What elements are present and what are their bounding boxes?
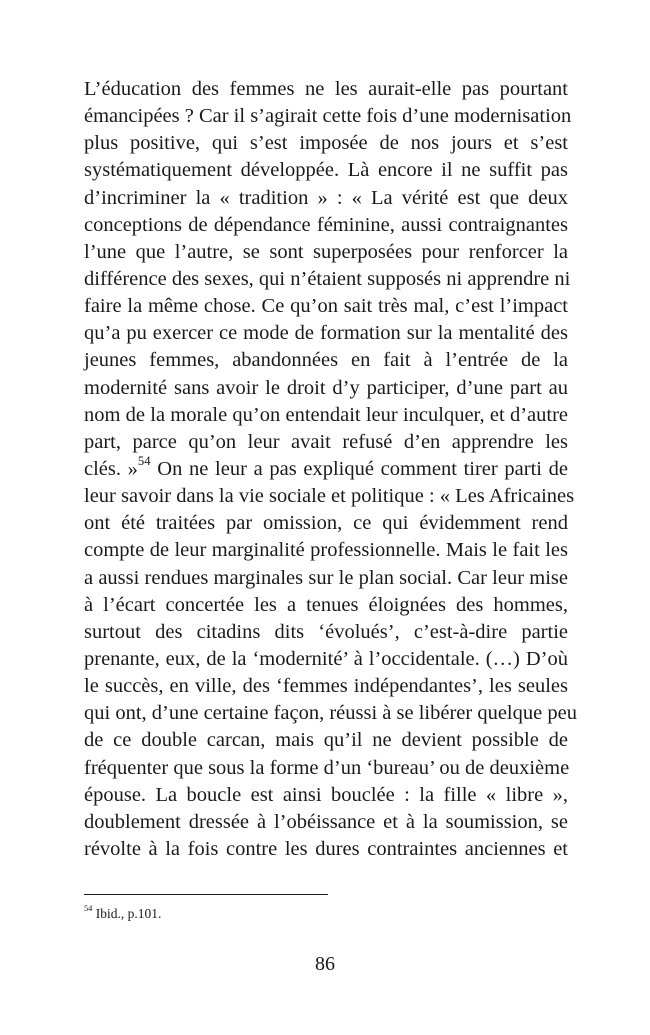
text-line: jeunes femmes, abandonnées en fait à l’entrée de la [84,349,568,372]
text-line: nom de la morale qu’on entendait leur inculquer, et d’autre [84,403,568,426]
text-line: leur savoir dans la vie sociale et politique : « Les Africaines [84,485,575,508]
text-line: épouse. La boucle est ainsi bouclée : la fille « libre », [84,783,568,806]
text-fragment: clés. » [84,457,138,480]
footnote-reference[interactable]: 54 [137,454,151,469]
text-line: à l’écart concertée les a tenues éloignées des hommes, [84,593,568,616]
footnote-text: Ibid., p.101. [92,906,162,921]
text-line: systématiquement développée. Là encore il ne suffit pas [84,159,568,182]
text-line: ont été traitées par omission, ce qui évidemment rend [84,512,568,535]
footnote [84,905,161,923]
text-line: de ce double carcan, mais qu’il ne devient possible de [84,729,568,752]
text-line: qu’a pu exercer ce mode de formation sur la mentalité des [84,322,568,345]
text-line: qui ont, d’une certaine façon, réussi à se libérer quelque peu [84,702,577,725]
footnote-separator [84,894,328,895]
text-line: prenante, eux, de la ‘modernité’ à l’occidentale. (…) D’où [84,647,568,670]
text-line: fréquenter que sous la forme d’un ‘bureau’ ou de deuxième [84,756,570,779]
text-fragment: On ne leur a pas expliqué comment tirer parti de [150,457,568,480]
text-line: conceptions de dépendance féminine, aussi contraignantes [84,213,568,236]
text-line: part, parce qu’on leur avait refusé d’en apprendre les [84,430,568,453]
text-line: compte de leur marginalité professionnelle. Mais le fait les [84,539,568,562]
text-line: surtout des citadins dits ‘évolués’, c’est-à-dire partie [84,620,568,643]
text-line: modernité sans avoir le droit d’y participer, d’une part au [84,376,568,399]
text-line: différence des sexes, qui n’étaient supposés ni apprendre ni [84,267,571,290]
text-line: d’incriminer la « tradition » : « La vérité est que deux [84,186,568,209]
text-line: faire la même chose. Ce qu’on sait très mal, c’est l’impact [84,295,568,318]
text-line-with-note [84,456,568,483]
text-line: le succès, en ville, des ‘femmes indépendantes’, les seules [84,675,568,698]
body-text [84,76,577,863]
text-line: a aussi rendues marginales sur le plan social. Car leur mise [84,566,568,589]
text-line: doublement dressée à l’obéissance et à la soumission, se [84,810,568,833]
text-line: l’une que l’autre, se sont superposées pour renforcer la [84,240,568,263]
page-number: 86 [315,953,335,975]
text-line: révolte à la fois contre les dures contraintes anciennes et [84,837,568,860]
text-line: L’éducation des femmes ne les aurait-elle pas pourtant [84,78,568,100]
text-line: plus positive, qui s’est imposée de nos jours et s’est [84,132,568,155]
footnote-number: 54 [84,904,93,914]
text-line: émancipées ? Car il s’agirait cette fois d’une modernisation [84,105,572,128]
